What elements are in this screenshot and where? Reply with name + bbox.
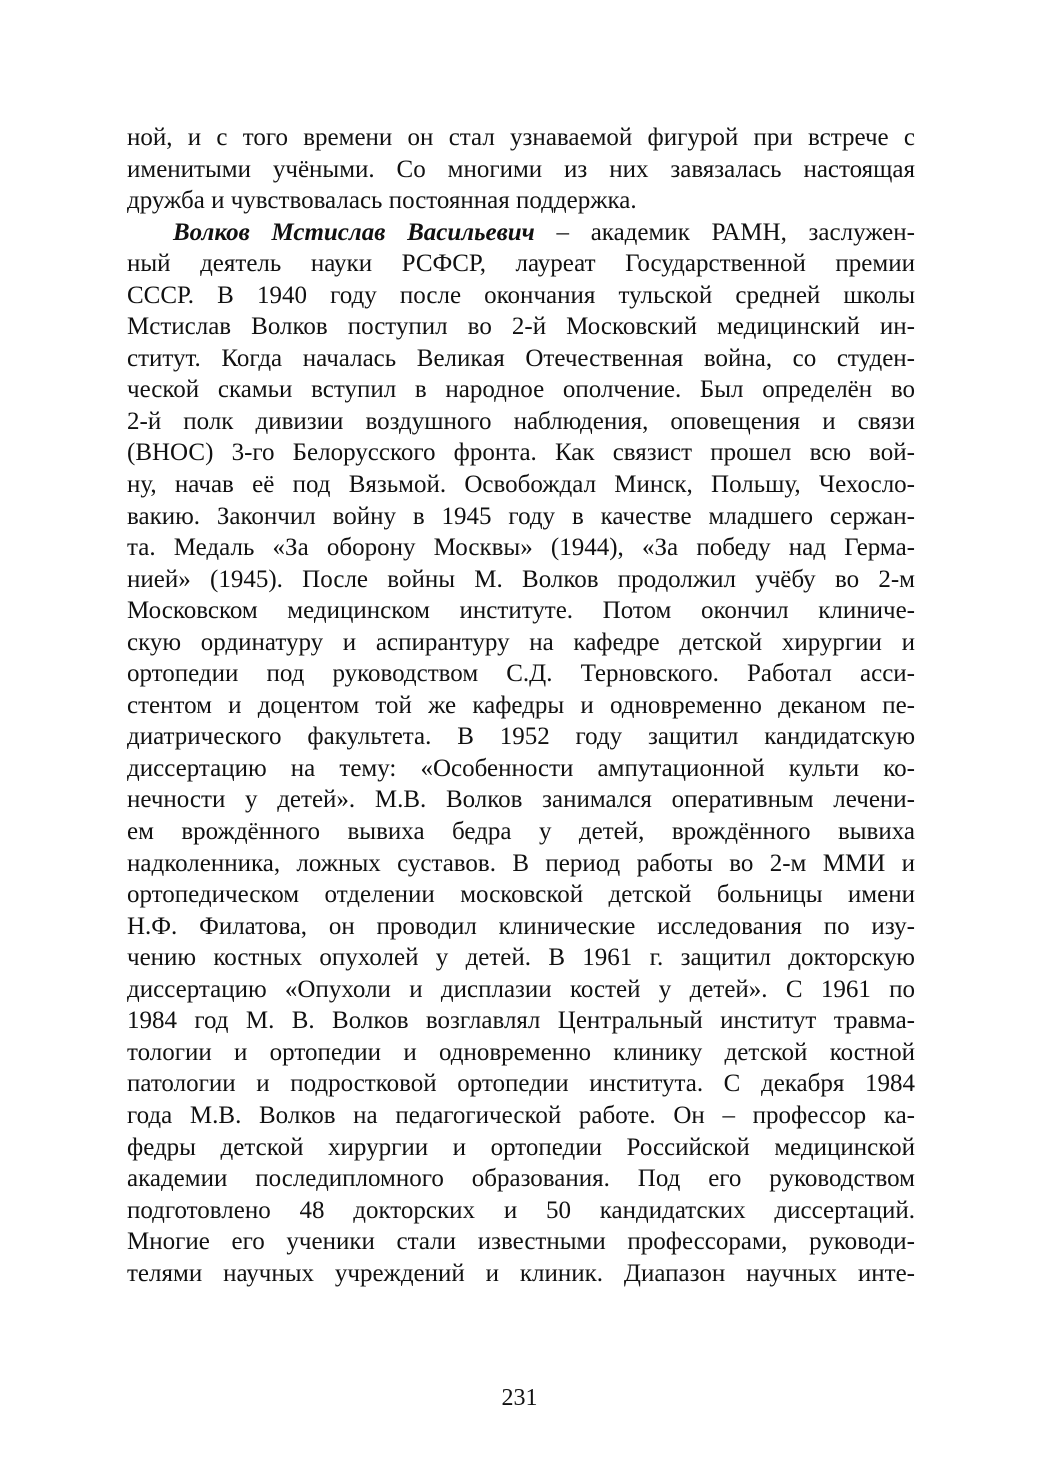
text-line: ститут. Когда началась Великая Отечественная война, со студен- xyxy=(127,344,915,372)
text-line: дружба и чувствовалась постоянная поддержка. xyxy=(127,187,637,215)
text-line: ной, и с того времени он стал узнаваемой фигурой при встрече с xyxy=(127,124,915,151)
text-line: та. Медаль «За оборону Москвы» (1944), «За победу над Герма- xyxy=(127,534,915,562)
text-line: ну, начав её под Вязьмой. Освобождал Минск, Польшу, Чехосло- xyxy=(127,471,915,499)
text-line: 2-й полк дивизии воздушного наблюдения, оповещения и связи xyxy=(127,407,915,435)
text-line: вакию. Закончил войну в 1945 году в качестве младшего сержан- xyxy=(127,502,915,530)
text-line: Н.Ф. Филатова, он проводил клинические исследования по изу- xyxy=(127,912,915,940)
text-line: диатрического факультета. В 1952 году защитил кандидатскую xyxy=(127,723,915,751)
paragraph-lead-line xyxy=(127,217,915,249)
page-number: 231 xyxy=(501,1385,538,1411)
lead-text: – академик РАМН, заслужен- xyxy=(534,218,915,246)
text-line: ческой скамьи вступил в народное ополчение. Был определён во xyxy=(127,376,915,404)
text-line: ем врождённого вывиха бедра у детей, врождённого вывиха xyxy=(127,818,915,846)
text-line: телями научных учреждений и клиник. Диапазон научных инте- xyxy=(127,1259,915,1287)
text-line: Московском медицинском институте. Потом окончил клиниче- xyxy=(127,597,915,625)
text-line: тологии и ортопедии и одновременно клинику детской костной xyxy=(127,1038,915,1066)
body-text xyxy=(127,122,915,1289)
text-line: Мстислав Волков поступил во 2-й Московский медицинский ин- xyxy=(127,313,915,341)
text-line: Многие его ученики стали известными профессорами, руководи- xyxy=(127,1228,915,1256)
text-line: надколенника, ложных суставов. В период работы во 2-м ММИ и xyxy=(127,849,915,877)
text-line: СССР. В 1940 году после окончания тульской средней школы xyxy=(127,281,915,309)
person-name: Волков Мстислав Васильевич xyxy=(173,218,535,246)
text-line: скую ординатуру и аспирантуру на кафедре детской хирургии и xyxy=(127,628,915,656)
text-line: стентом и доцентом той же кафедры и одновременно деканом пе- xyxy=(127,691,915,719)
text-line: подготовлено 48 докторских и 50 кандидатских диссертаций. xyxy=(127,1196,915,1224)
text-line: нечности у детей». М.В. Волков занимался оперативным лечени- xyxy=(127,786,915,814)
text-line: патологии и подростковой ортопедии института. С декабря 1984 xyxy=(127,1070,915,1098)
text-line: ортопедии под руководством С.Д. Терновского. Работал асси- xyxy=(127,660,915,688)
text-line: академии последипломного образования. Под его руководством xyxy=(127,1165,915,1193)
text-line: нией» (1945). После войны М. Волков продолжил учёбу во 2-м xyxy=(127,565,915,593)
text-line: диссертацию «Опухоли и дисплазии костей у детей». С 1961 по xyxy=(127,975,915,1003)
text-line: чению костных опухолей у детей. В 1961 г. защитил докторскую xyxy=(127,944,915,972)
text-line: федры детской хирургии и ортопедии Российской медицинской xyxy=(127,1133,915,1161)
text-line: 1984 год М. В. Волков возглавлял Центральный институт травма- xyxy=(127,1007,915,1035)
text-line: ортопедическом отделении московской детской больницы имени xyxy=(127,881,915,909)
text-line: диссертацию на тему: «Особенности ампутационной культи ко- xyxy=(127,754,915,782)
text-line: (ВНОС) 3-го Белорусского фронта. Как связист прошел всю вой- xyxy=(127,439,915,467)
text-line: года М.В. Волков на педагогической работе. Он – профессор ка- xyxy=(127,1101,915,1129)
text-line: ный деятель науки РСФСР, лауреат Государственной премии xyxy=(127,250,915,278)
text-line: именитыми учёными. Со многими из них завязалась настоящая xyxy=(127,155,915,183)
